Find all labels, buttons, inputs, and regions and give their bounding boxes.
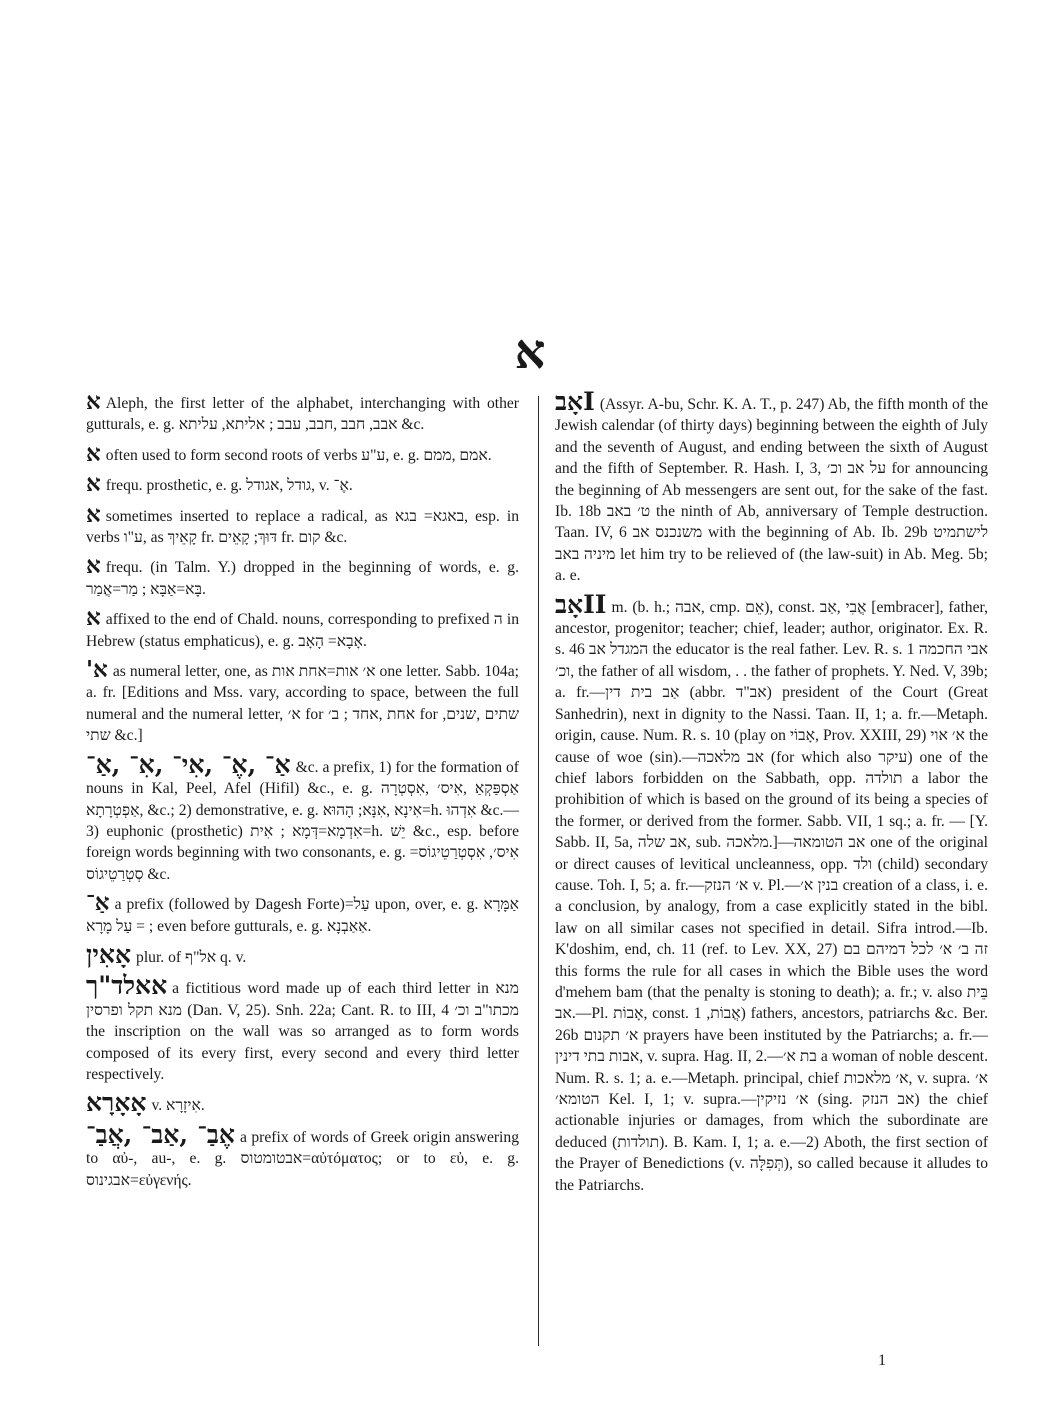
- entry-text: (Assyr. A-bu, Schr. K. A. T., p. 247) Ab, the fifth month of the Jewish calendar (of thirty days) beginning between the eighth of July and the seventh of August, and ending between the sixth of August and the fifth of September. R. Hash. I, 3, על אב וכ׳ for announcing the beginning of Ab messengers are sent out, for the sake of the fast. Ib. 18b ט׳ באב the ninth of Ab, anniversary of Temple destruction. Taan. IV, 6 משנכנס אב with the beginning of Ab. Ib. 29b לישתמיט מיניה באב let him try to be relieved of (the law-suit) in Ab. Meg. 5b; a. e.: [555, 396, 988, 585]
- dictionary-entry: [86, 1119, 519, 1191]
- entry-headword: א: [86, 470, 101, 498]
- dictionary-entry: [555, 589, 989, 1196]
- entry-headword: 'א: [86, 656, 108, 684]
- entry-text: often used to form second roots of verbs ע"ע, e. g. אמם ,ממם.: [105, 446, 492, 464]
- right-column: [555, 387, 989, 1204]
- entry-text: frequ. prosthetic, e. g. גודל ,אגודל, v. אֶ־.: [105, 477, 353, 495]
- dictionary-entry: [86, 1088, 519, 1118]
- entry-text: a fictitious word made up of each third letter in מנא מנא תקל ופרסין (Dan. V, 25). Snh. 22a; Cant. R. to III, 4 מכתו"ב וכ׳ the inscription on the wall was so arranged as to form words composed of its every first, every second and every third letter respectively.: [86, 980, 520, 1083]
- entry-headword: אַ־: [86, 889, 110, 917]
- entry-text: a prefix (followed by Dagesh Forte)=עַל upon, over, e. g. אַמָּרָא = עַל מָרָא ; even before gutturals, e. g. אַאַבְנָא.: [86, 896, 519, 935]
- dictionary-entry: [86, 939, 519, 969]
- entry-text: sometimes inserted to replace a radical, as באגא= בגא, esp. in verbs ע"ו, as קָאֵיךְ fr. דּוּךְ; קָאֵים fr. קום &c.: [86, 507, 519, 547]
- entry-headword: א: [86, 500, 101, 528]
- entry-headword: אָאָרָא: [86, 1088, 147, 1118]
- dictionary-entry: [86, 889, 519, 937]
- entry-headword: אאלד"ך: [86, 971, 168, 1001]
- entry-headword: א: [86, 439, 101, 467]
- entry-text: plur. of אל"ף q. v.: [136, 948, 247, 966]
- dictionary-entry: [86, 439, 519, 467]
- entry-text: frequ. (in Talm. Y.) dropped in the beginning of words, e. g. בָּא=אַבָּא ; מַר=אֲמַר.: [86, 559, 519, 598]
- entry-headword: אָבI: [555, 387, 595, 416]
- column-divider: [538, 396, 539, 1346]
- page-letter-heading: א: [514, 324, 546, 380]
- dictionary-entry: [86, 604, 519, 652]
- left-column: [86, 388, 520, 1199]
- dictionary-entry: [555, 387, 988, 587]
- entry-text: m. (b. h.; אבה, cmp. אֵם), const. אֲבִי ,אַב [embracer], father, ancestor, progenitor; teacher; chief, leader; author, originator. Ex. R. s. 46 המגדל אב the educator is the real father. Lev. R. s. 1 אבי החכמה וכ׳, the father of all wisdom, . . the father of prophets. Y. Ned. V, 39b; a. fr.—אַב בית דין (abbr. אב"ד) president of the Court (Great Sanhedrin), next in dignity to the Nassi. Taan. II, 1; a. fr.—Metaph. origin, cause. Num. R. s. 10 (play on אָבוֹי, Prov. XXIII, 29) א׳ אוי the cause of woe (sin).—אב מלאכה (for which also עיקר) one of the chief labors forbidden on the Sabbath, opp. תולדה a labor the prohibition of which is based on the ground of its being a species of the former, or derived from the former. Sabb. VII, 1 sq.; a. fr. — [Y. Sabb. II, 5a, אב שלה, sub. מלאכה.]—אב הטומאה one of the original or direct causes of levitical uncleanness, opp. ולד (child) secondary cause. Toh. I, 5; a. fr.—א׳ הנזק v. Pl.—בנין א׳ creation of a class, i. e. a conclusion, by analogy, from a case explicitly stated in the bibl. law on all similar cases not specified in detail. Sifra introd.—Ib. K'doshim, end, ch. 11 (ref. to Lev. XX, 27) זה ב׳ א׳ לכל דמיהם בם this forms the rule for all cases in which the Bible uses the word d'mehem bam (that the penalty is stoning to death); a. fr.; v. also בֵּית אב.—Pl. אָבוֹת, const. אֲבוֹת, 1) fathers, ancestors, patriarchs &c. Ber. 26b א׳ תקנום prayers have been instituted by the Patriarchs; a. fr.—אבות בתי דינין, v. supra. Hag. II, 2.—בת א׳ a woman of noble descent. Num. R. s. 1; a. e.—Metaph. principal, chief א׳ מלאכות, v. supra. א׳ הטומא׳ Kel. I, 1; v. supra.—א׳ נזיקין (sing. אב הנזק) the chief actionable injuries or damages, from which the subordinate are deduced (תולדות). B. Kam. I, 1; a. e.—2) Aboth, the first section of the Prayer of Benedictions (v. תְּפִלָּה), so called because it alludes to the Patriarchs.: [555, 598, 989, 1194]
- entry-headword: אָאִין: [86, 939, 132, 969]
- entry-headword: אַ־ ,אֶ־ ,אִי־ ,אִ־ ,אַ־: [86, 749, 291, 779]
- dictionary-entry: [86, 470, 519, 498]
- entry-text: a prefix of words of Greek origin answering to αὐ-, au-, e. g. אבטומטוס=αὐτόματος; or to εὐ, e. g. אבגינוס=εὐγενής.: [86, 1128, 519, 1189]
- entry-headword: א: [86, 388, 101, 415]
- entry-text: affixed to the end of Chald. nouns, corresponding to prefixed ה in Hebrew (status emphaticus), e. g. אָבָא= הָאָב.: [86, 611, 519, 650]
- entry-text: Aleph, the first letter of the alphabet, interchanging with other gutturals, e. g. אבב, חבב ,חבב, עבב ; אליתא, עליתא &c.: [86, 395, 519, 434]
- entry-text: &c. a prefix, 1) for the formation of nouns in Kal, Peel, Afel (Hifil) &c., e. g. אַסְפַּקְאַ ,אִיס׳ ,אִסְטְרָה ,אַפְטְרָתָא &c.; 2) demonstrative, e. g. אִינָא ,אִנָּא; הָהוּא=h. אִדְהוּ &c.—3) euphonic (prosthetic) אִדְמָא=דְּמָא ; אִית=h. יֵשׁ &c., esp. before foreign words beginning with two consonants, e. g. אִיס׳, אִסְטְרַטֵיגוֹס= סְטְרַטֵיגוֹס &c.: [86, 758, 520, 883]
- dictionary-entry: [86, 500, 519, 549]
- dictionary-entry: [86, 749, 520, 885]
- dictionary-entry: [86, 971, 520, 1085]
- dictionary-entry: [86, 656, 520, 747]
- entry-headword: א: [86, 552, 101, 580]
- dictionary-entry: [86, 552, 519, 600]
- entry-headword: א: [86, 604, 101, 632]
- entry-text: v. אִיזָרָא.: [151, 1097, 205, 1115]
- entry-text: as numeral letter, one, as א׳ אות=אחת אות one letter. Sabb. 104a; a. fr. [Editions and Mss. vary, according to space, between the full numeral and the numeral letter, א׳ for אחת ,אחד ; ב׳ for שתים ,שנים, שתי &c.]: [86, 663, 520, 745]
- page-number: 1: [878, 1352, 886, 1369]
- entry-headword: אֶבַ־ ,אַב־ ,אֲבַ־: [86, 1119, 235, 1149]
- entry-headword: אָבII: [555, 589, 607, 619]
- dictionary-entry: [86, 388, 519, 436]
